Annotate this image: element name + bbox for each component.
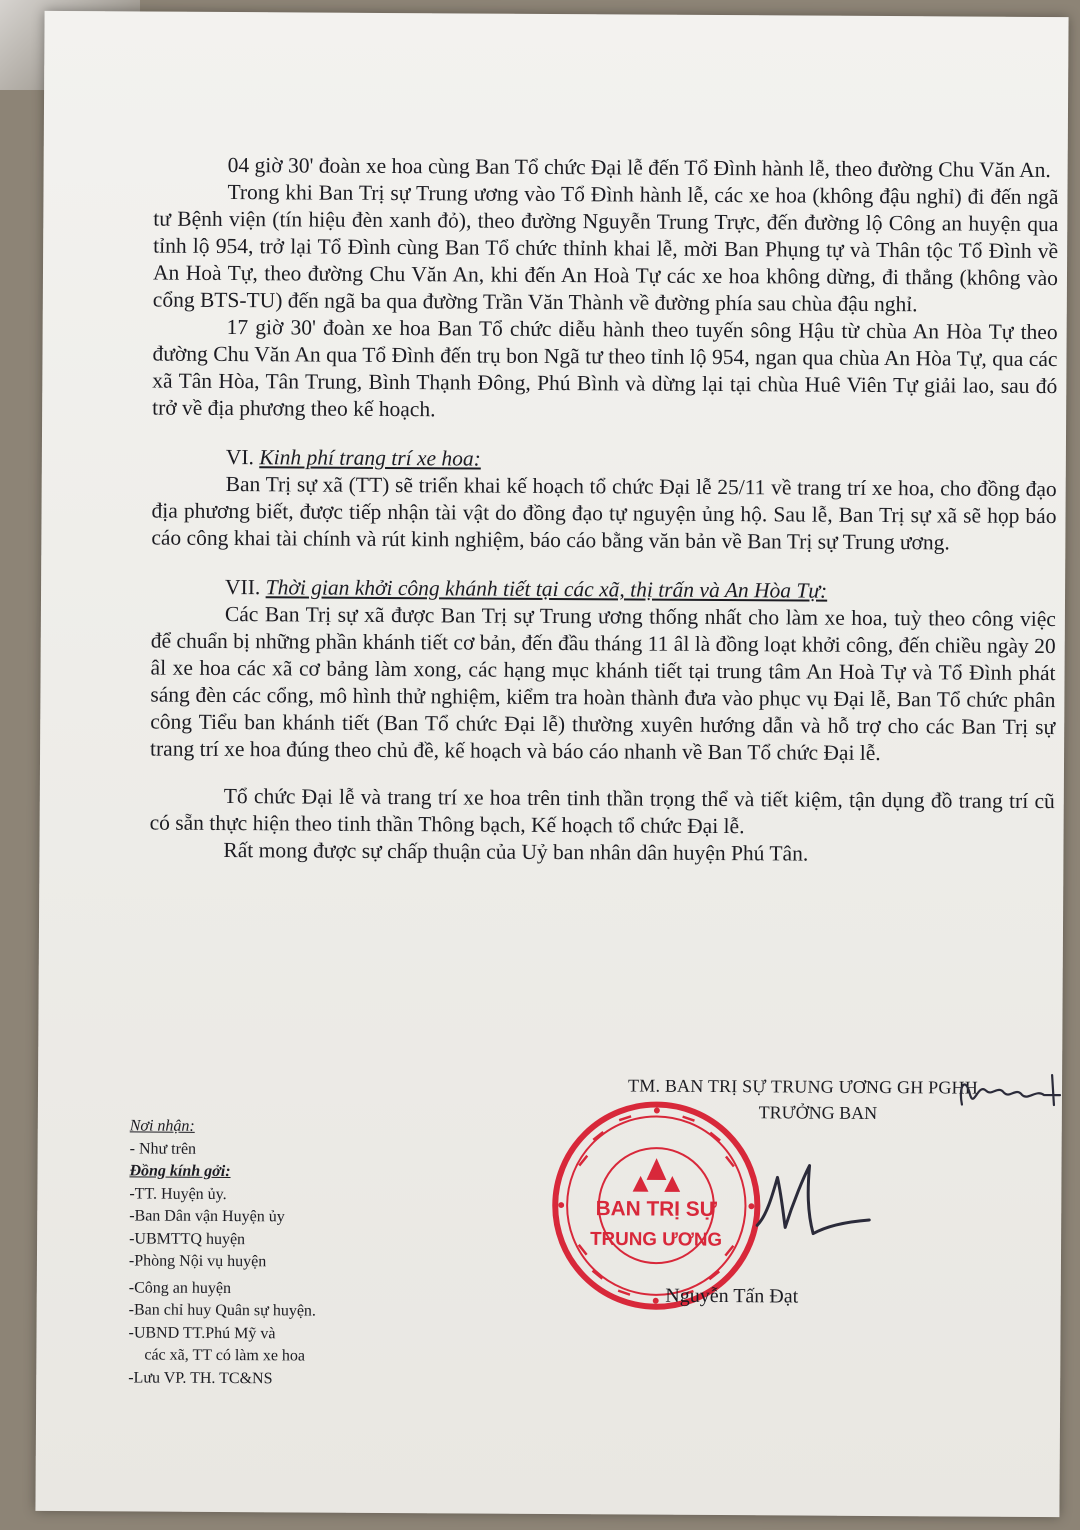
section-title-vii: Thời gian khởi công khánh tiết tại các xã, thị trấn và An Hòa Tự: (265, 575, 828, 603)
cc-heading: Đồng kính gởi: (129, 1162, 231, 1181)
section-title-vi: Kinh phí trang trí xe hoa: (259, 445, 481, 471)
section-number-vii: VII. (225, 574, 261, 600)
recipient-item: -Công an huyện (128, 1278, 232, 1297)
section-number-vi: VI. (225, 445, 255, 470)
recipient-item: -Ban chỉ huy Quân sự huyện. (128, 1301, 317, 1320)
recipient-item: - Như trên (129, 1139, 197, 1158)
signature-role: TRƯỞNG BAN (758, 1102, 878, 1123)
recipient-item: các xã, TT có làm xe hoa (144, 1346, 306, 1365)
recipient-item: -UBMTTQ huyện (129, 1229, 246, 1248)
paragraph-schedule-0430: 04 giờ 30' đoàn xe hoa cùng Ban Tổ chức Đại lễ đến Tổ Đình hành lễ, theo đường Chu Văn An. (227, 153, 1051, 183)
red-seal-stamp (547, 1096, 766, 1315)
signer-name: Nguyễn Tấn Đạt (665, 1284, 799, 1308)
document-body (149, 152, 1058, 870)
paragraph-schedule-1730: 17 giờ 30' đoàn xe hoa Ban Tổ chức diễu hành theo tuyến sông Hậu từ chùa An Hòa Tự theo đường Chu Văn An qua Tổ Đình đến trụ bon Ngã tư theo tỉnh lộ 954, ngan qua chùa An Hòa Tự, qua các xã Tân Hòa, Tân Trung, Bình Thạnh Đông, Phú Bình và dừng lại tại chùa Huê Viên Tự giải lao, sau đó trở về địa phương theo kế hoạch. (152, 315, 1058, 422)
stamp-text-line1: BAN TRỊ SỰ (595, 1197, 717, 1221)
recipient-item: -Ban Dân vận Huyện ủy (129, 1207, 285, 1226)
signature-organization: TM. BAN TRỊ SỰ TRUNG ƯƠNG GH PGHH (628, 1075, 979, 1098)
paragraph-funding: Ban Trị sự xã (TT) sẽ triển khai kế hoạch tổ chức Đại lễ 25/11 về trang trí xe hoa, cho đồng đạo địa phương biết, được tiếp nhận tài vật do đồng đạo tự nguyện ủng hộ. Sau lễ, Ban Trị sự xã sẽ họp báo cáo công khai tài chính và rút kinh nghiệm, báo cáo bằng văn bản về Ban Trị sự Trung ương. (151, 472, 1057, 555)
initials-mark (956, 1064, 1066, 1115)
handwritten-signature (737, 1155, 878, 1246)
paragraph-spirit: Tổ chức Đại lễ và trang trí xe hoa trên tinh thần trọng thể và tiết kiệm, tận dụng đồ trang trí cũ có sẵn thực hiện theo tinh thần Thông bạch, Kế hoạch tổ chức Đại lễ. (149, 783, 1055, 839)
paragraph-construction-time: Các Ban Trị sự xã được Ban Trị sự Trung ương thống nhất cho làm xe hoa, tuỳ theo công việc để chuẩn bị những phần khánh tiết cơ bản, đến đầu tháng 11 âl là đồng loạt khởi công, đến chiều ngày 20 âl xe hoa các xã cơ bảng làm xong, các hạng mục khánh tiết tại trung tâm An Hoà Tự và Tổ Đình phát sáng đèn các cổng, mô hình thử nghiệm, kiểm tra hoàn thành đưa vào phục vụ Đại lễ, Ban Tổ chức phân công Tiểu ban khánh tiết (Ban Tổ chức Đại lễ) thường xuyên hướng dẫn và hỗ trợ cho các Ban Trị sự trang trí xe hoa đúng theo chủ đề, kế hoạch và báo cáo nhanh về Ban Tổ chức Đại lễ. (150, 601, 1056, 766)
recipient-item: -Phòng Nội vụ huyện (128, 1252, 267, 1271)
document-page (35, 11, 1068, 1517)
recipients-heading: Nơi nhận: (129, 1117, 195, 1135)
recipients-list (128, 1115, 490, 1391)
recipient-item: -UBND TT.Phú Mỹ và (128, 1323, 276, 1342)
recipient-item: -TT. Huyện ủy. (129, 1184, 227, 1203)
paragraph-route-description: Trong khi Ban Trị sự Trung ương vào Tổ Đình hành lễ, các xe hoa (không đậu nghỉ) đi đến ngã tư Bệnh viện (tín hiệu đèn xanh đỏ), theo đường Nguyễn Trung Trực, đến đường lộ Công an huyện qua tỉnh lộ 954, trở lại Tổ Đình cùng Ban Tổ chức thỉnh khai lễ, mời Ban Phụng tự và Thân tộc Tổ Đình về An Hoà Tự, theo đường Chu Văn An, khi đến An Hoà Tự các xe hoa không dừng, đi thẳng (không vào cổng BTS-TU) đến ngã ba qua đường Trần Văn Thành về đường phía sau chùa đậu nghỉ. (152, 180, 1059, 317)
stamp-text-line2: TRUNG ƯƠNG (590, 1227, 723, 1250)
recipient-item: -Lưu VP. TH. TC&NS (128, 1368, 273, 1387)
paragraph-request: Rất mong được sự chấp thuận của Uỷ ban nhân dân huyện Phú Tân. (223, 837, 809, 866)
